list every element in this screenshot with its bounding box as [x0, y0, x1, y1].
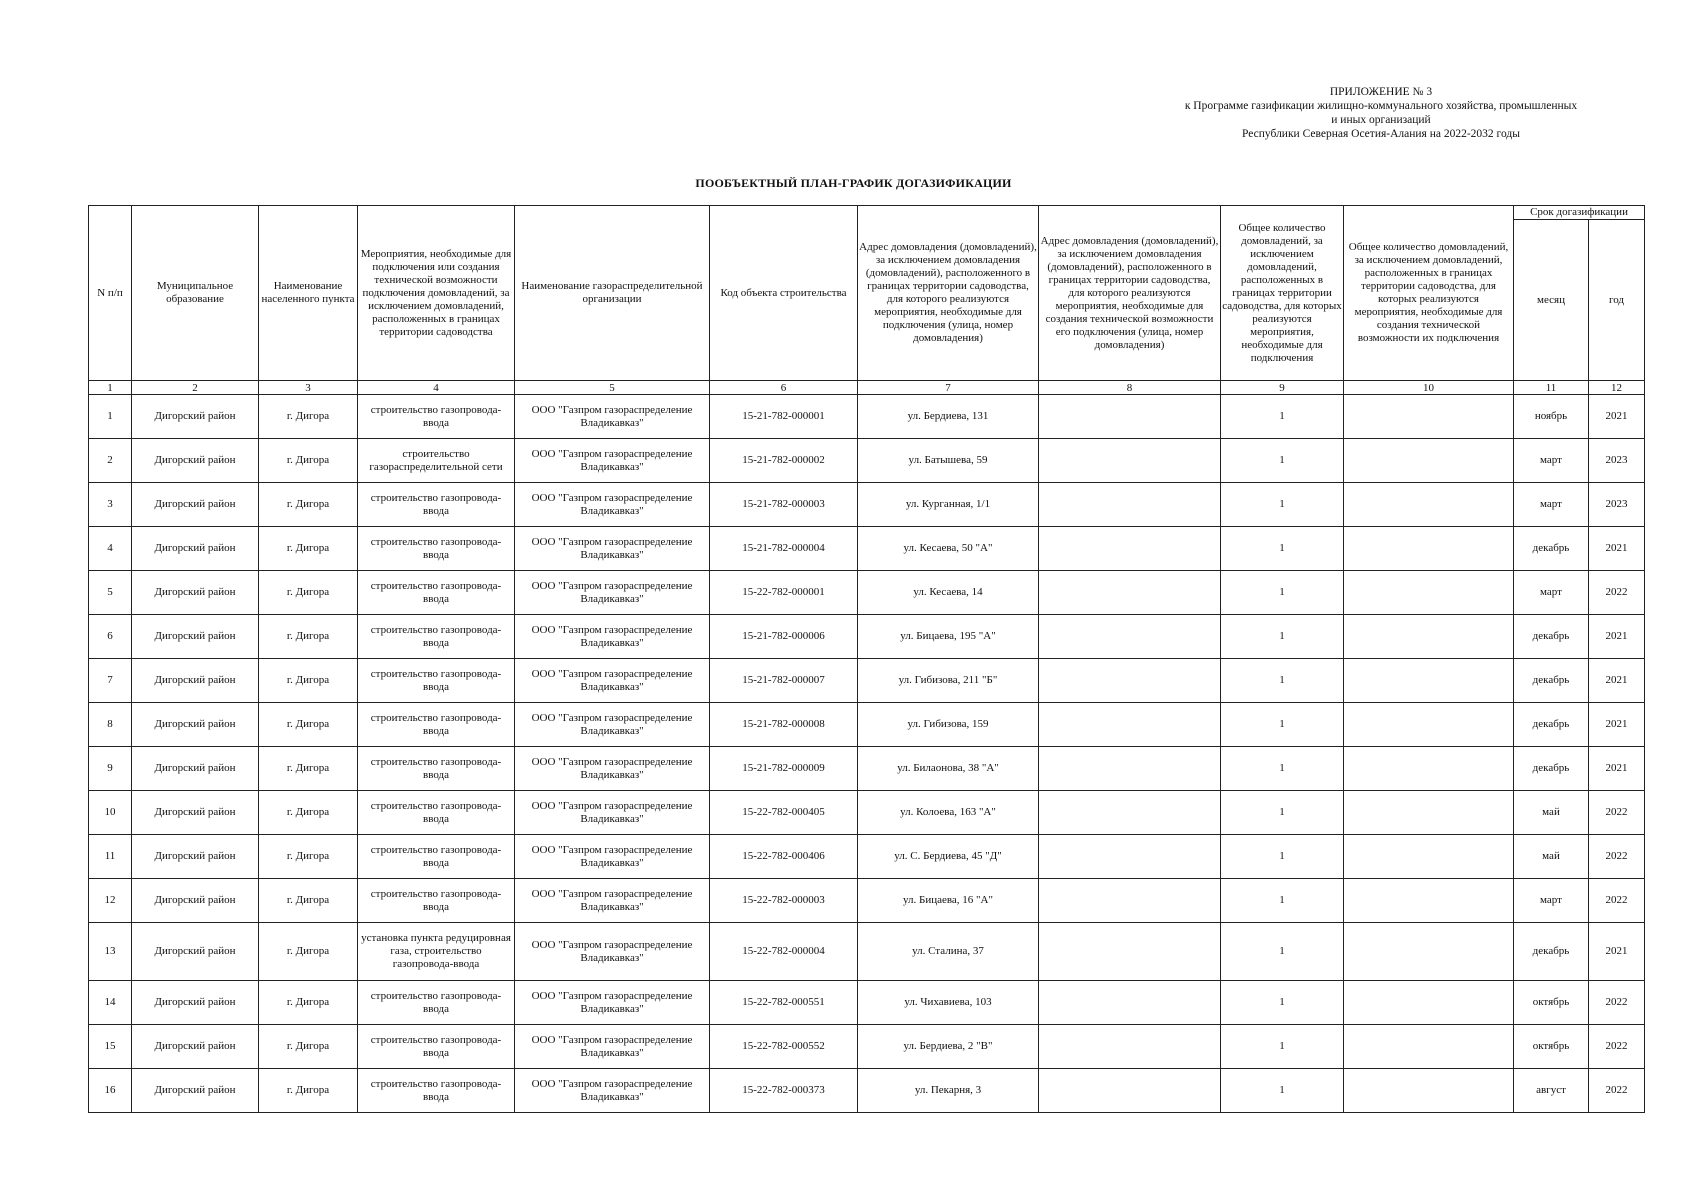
table-row [89, 1025, 1645, 1069]
cell-municipality: Дигорский район [132, 483, 259, 527]
cell-number: 9 [89, 747, 132, 791]
cell-organization: ООО "Газпром газораспределение Владикавказ" [515, 835, 710, 879]
cell-address: ул. Пекарня, 3 [858, 1069, 1039, 1113]
cell-address-capability [1039, 439, 1221, 483]
cell-year: 2022 [1589, 571, 1645, 615]
cell-organization: ООО "Газпром газораспределение Владикавказ" [515, 571, 710, 615]
cell-address-capability [1039, 483, 1221, 527]
cell-month: март [1514, 483, 1589, 527]
cell-count-capability [1344, 879, 1514, 923]
cell-count: 1 [1221, 395, 1344, 439]
cell-count-capability [1344, 571, 1514, 615]
cell-measures: строительство газопровода-ввода [358, 791, 515, 835]
cell-month: май [1514, 835, 1589, 879]
cell-measures: строительство газораспределительной сети [358, 439, 515, 483]
cell-settlement: г. Дигора [259, 395, 358, 439]
cell-organization: ООО "Газпром газораспределение Владикавказ" [515, 1069, 710, 1113]
cell-year: 2021 [1589, 703, 1645, 747]
plan-table [88, 205, 1645, 1113]
cell-measures: строительство газопровода-ввода [358, 527, 515, 571]
cell-municipality: Дигорский район [132, 395, 259, 439]
cell-object-code: 15-22-782-000004 [710, 923, 858, 981]
cell-count: 1 [1221, 703, 1344, 747]
cell-count: 1 [1221, 879, 1344, 923]
cell-measures: строительство газопровода-ввода [358, 615, 515, 659]
cell-organization: ООО "Газпром газораспределение Владикавказ" [515, 703, 710, 747]
table-row [89, 923, 1645, 981]
cell-municipality: Дигорский район [132, 527, 259, 571]
cell-address: ул. Бердиева, 131 [858, 395, 1039, 439]
cell-settlement: г. Дигора [259, 527, 358, 571]
cell-address-capability [1039, 981, 1221, 1025]
table-row [89, 1069, 1645, 1113]
appendix-ref-line: Республики Северная Осетия-Алания на 2022-2032 годы [1242, 128, 1520, 140]
cell-month: декабрь [1514, 747, 1589, 791]
cell-count-capability [1344, 615, 1514, 659]
cell-month: май [1514, 791, 1589, 835]
header-settlement: Наименование населенного пункта [259, 206, 358, 381]
cell-month: декабрь [1514, 615, 1589, 659]
table-row [89, 879, 1645, 923]
cell-address-capability [1039, 791, 1221, 835]
cell-municipality: Дигорский район [132, 703, 259, 747]
cell-month: декабрь [1514, 703, 1589, 747]
cell-settlement: г. Дигора [259, 923, 358, 981]
column-number: 8 [1039, 381, 1221, 395]
cell-count: 1 [1221, 659, 1344, 703]
cell-organization: ООО "Газпром газораспределение Владикавказ" [515, 615, 710, 659]
cell-month: март [1514, 879, 1589, 923]
cell-count: 1 [1221, 483, 1344, 527]
cell-settlement: г. Дигора [259, 659, 358, 703]
cell-measures: установка пункта редуцировная газа, строительство газопровода-ввода [358, 923, 515, 981]
cell-year: 2022 [1589, 791, 1645, 835]
cell-settlement: г. Дигора [259, 1025, 358, 1069]
cell-object-code: 15-22-782-000405 [710, 791, 858, 835]
cell-address: ул. Сталина, 37 [858, 923, 1039, 981]
cell-month: октябрь [1514, 1025, 1589, 1069]
column-number: 2 [132, 381, 259, 395]
cell-count-capability [1344, 923, 1514, 981]
cell-address-capability [1039, 923, 1221, 981]
cell-year: 2022 [1589, 835, 1645, 879]
cell-measures: строительство газопровода-ввода [358, 703, 515, 747]
cell-year: 2022 [1589, 879, 1645, 923]
cell-count: 1 [1221, 791, 1344, 835]
cell-year: 2021 [1589, 659, 1645, 703]
cell-settlement: г. Дигора [259, 483, 358, 527]
cell-number: 6 [89, 615, 132, 659]
cell-address-capability [1039, 1025, 1221, 1069]
cell-month: март [1514, 439, 1589, 483]
cell-organization: ООО "Газпром газораспределение Владикавказ" [515, 1025, 710, 1069]
cell-address: ул. Бердиева, 2 "В" [858, 1025, 1039, 1069]
cell-object-code: 15-21-782-000004 [710, 527, 858, 571]
cell-year: 2022 [1589, 1025, 1645, 1069]
cell-number: 2 [89, 439, 132, 483]
cell-number: 4 [89, 527, 132, 571]
table-row [89, 483, 1645, 527]
cell-count: 1 [1221, 835, 1344, 879]
cell-organization: ООО "Газпром газораспределение Владикавказ" [515, 659, 710, 703]
cell-count: 1 [1221, 747, 1344, 791]
cell-number: 13 [89, 923, 132, 981]
cell-count-capability [1344, 1069, 1514, 1113]
column-number: 1 [89, 381, 132, 395]
cell-count: 1 [1221, 527, 1344, 571]
cell-count-capability [1344, 527, 1514, 571]
table-row [89, 571, 1645, 615]
plan-table-body [89, 395, 1645, 1113]
cell-address: ул. С. Бердиева, 45 "Д" [858, 835, 1039, 879]
cell-address: ул. Кесаева, 14 [858, 571, 1039, 615]
cell-address: ул. Бицаева, 16 "А" [858, 879, 1039, 923]
column-number: 5 [515, 381, 710, 395]
cell-measures: строительство газопровода-ввода [358, 571, 515, 615]
cell-measures: строительство газопровода-ввода [358, 747, 515, 791]
cell-month: октябрь [1514, 981, 1589, 1025]
header-year: год [1589, 220, 1645, 381]
cell-address: ул. Гибизова, 159 [858, 703, 1039, 747]
cell-measures: строительство газопровода-ввода [358, 1069, 515, 1113]
cell-object-code: 15-22-782-000373 [710, 1069, 858, 1113]
cell-object-code: 15-21-782-000007 [710, 659, 858, 703]
cell-address-capability [1039, 747, 1221, 791]
cell-object-code: 15-22-782-000001 [710, 571, 858, 615]
cell-number: 8 [89, 703, 132, 747]
cell-municipality: Дигорский район [132, 571, 259, 615]
cell-address-capability [1039, 615, 1221, 659]
cell-number: 16 [89, 1069, 132, 1113]
cell-address: ул. Билаонова, 38 "А" [858, 747, 1039, 791]
cell-measures: строительство газопровода-ввода [358, 879, 515, 923]
cell-object-code: 15-22-782-000552 [710, 1025, 858, 1069]
cell-settlement: г. Дигора [259, 879, 358, 923]
table-row [89, 659, 1645, 703]
header-municipality: Муниципальное образование [132, 206, 259, 381]
cell-count-capability [1344, 659, 1514, 703]
cell-organization: ООО "Газпром газораспределение Владикавказ" [515, 747, 710, 791]
table-row [89, 835, 1645, 879]
cell-address: ул. Гибизова, 211 "Б" [858, 659, 1039, 703]
header-month: месяц [1514, 220, 1589, 381]
cell-year: 2021 [1589, 923, 1645, 981]
cell-municipality: Дигорский район [132, 1025, 259, 1069]
cell-number: 15 [89, 1025, 132, 1069]
cell-address-capability [1039, 395, 1221, 439]
cell-municipality: Дигорский район [132, 791, 259, 835]
cell-address-capability [1039, 659, 1221, 703]
column-number: 7 [858, 381, 1039, 395]
column-number: 3 [259, 381, 358, 395]
cell-count-capability [1344, 981, 1514, 1025]
cell-municipality: Дигорский район [132, 879, 259, 923]
cell-year: 2022 [1589, 1069, 1645, 1113]
cell-address-capability [1039, 571, 1221, 615]
cell-number: 3 [89, 483, 132, 527]
cell-month: декабрь [1514, 527, 1589, 571]
cell-measures: строительство газопровода-ввода [358, 981, 515, 1025]
cell-organization: ООО "Газпром газораспределение Владикавказ" [515, 483, 710, 527]
cell-year: 2023 [1589, 439, 1645, 483]
cell-year: 2021 [1589, 615, 1645, 659]
cell-object-code: 15-21-782-000008 [710, 703, 858, 747]
cell-organization: ООО "Газпром газораспределение Владикавказ" [515, 527, 710, 571]
header-count-capability: Общее количество домовладений, за исключением домовладений, расположенных в границах территории садоводства, для которых реализуются мероприятия, необходимые для создания технической возможности их подключения [1344, 206, 1514, 381]
cell-count: 1 [1221, 923, 1344, 981]
cell-count-capability [1344, 747, 1514, 791]
cell-count-capability [1344, 791, 1514, 835]
table-row [89, 395, 1645, 439]
cell-count: 1 [1221, 439, 1344, 483]
cell-settlement: г. Дигора [259, 835, 358, 879]
cell-count: 1 [1221, 1025, 1344, 1069]
cell-address: ул. Курганная, 1/1 [858, 483, 1039, 527]
header-number: N п/п [89, 206, 132, 381]
cell-number: 12 [89, 879, 132, 923]
cell-object-code: 15-22-782-000551 [710, 981, 858, 1025]
cell-object-code: 15-21-782-000002 [710, 439, 858, 483]
table-row [89, 747, 1645, 791]
column-number: 12 [1589, 381, 1645, 395]
cell-municipality: Дигорский район [132, 659, 259, 703]
appendix-number: ПРИЛОЖЕНИЕ № 3 [1329, 86, 1433, 98]
cell-municipality: Дигорский район [132, 439, 259, 483]
appendix-ref-line: к Программе газификации жилищно-коммунального хозяйства, промышленных [1184, 100, 1578, 112]
cell-object-code: 15-22-782-000406 [710, 835, 858, 879]
header-term-group: Срок догазификации [1514, 206, 1645, 220]
cell-count-capability [1344, 703, 1514, 747]
cell-municipality: Дигорский район [132, 747, 259, 791]
cell-municipality: Дигорский район [132, 615, 259, 659]
cell-settlement: г. Дигора [259, 1069, 358, 1113]
cell-organization: ООО "Газпром газораспределение Владикавказ" [515, 923, 710, 981]
cell-year: 2021 [1589, 395, 1645, 439]
cell-settlement: г. Дигора [259, 615, 358, 659]
cell-address-capability [1039, 703, 1221, 747]
cell-measures: строительство газопровода-ввода [358, 835, 515, 879]
appendix-header [1121, 85, 1641, 141]
table-row [89, 615, 1645, 659]
cell-object-code: 15-21-782-000003 [710, 483, 858, 527]
header-organization: Наименование газораспределительной организации [515, 206, 710, 381]
cell-count-capability [1344, 439, 1514, 483]
cell-municipality: Дигорский район [132, 981, 259, 1025]
table-row [89, 439, 1645, 483]
header-object-code: Код объекта строительства [710, 206, 858, 381]
table-row [89, 703, 1645, 747]
cell-measures: строительство газопровода-ввода [358, 395, 515, 439]
column-number: 6 [710, 381, 858, 395]
cell-count-capability [1344, 483, 1514, 527]
cell-number: 7 [89, 659, 132, 703]
column-number: 10 [1344, 381, 1514, 395]
cell-measures: строительство газопровода-ввода [358, 483, 515, 527]
cell-number: 11 [89, 835, 132, 879]
cell-number: 1 [89, 395, 132, 439]
cell-settlement: г. Дигора [259, 747, 358, 791]
column-number: 9 [1221, 381, 1344, 395]
cell-month: ноябрь [1514, 395, 1589, 439]
cell-settlement: г. Дигора [259, 703, 358, 747]
cell-address: ул. Кесаева, 50 "А" [858, 527, 1039, 571]
header-measures: Мероприятия, необходимые для подключения или создания технической возможности подключения домовладений, за исключением домовладений, расположенных в границах территории садоводства [358, 206, 515, 381]
cell-address: ул. Колоева, 163 "А" [858, 791, 1039, 835]
cell-address-capability [1039, 879, 1221, 923]
column-number-row [89, 381, 1645, 395]
cell-address: ул. Чихавиева, 103 [858, 981, 1039, 1025]
cell-object-code: 15-21-782-000009 [710, 747, 858, 791]
cell-month: август [1514, 1069, 1589, 1113]
cell-organization: ООО "Газпром газораспределение Владикавказ" [515, 395, 710, 439]
column-number: 4 [358, 381, 515, 395]
cell-organization: ООО "Газпром газораспределение Владикавказ" [515, 439, 710, 483]
cell-municipality: Дигорский район [132, 923, 259, 981]
cell-number: 14 [89, 981, 132, 1025]
cell-count: 1 [1221, 981, 1344, 1025]
cell-object-code: 15-21-782-000006 [710, 615, 858, 659]
appendix-ref-line: и иных организаций [1331, 114, 1431, 126]
header-address-capability: Адрес домовладения (домовладений), за исключением домовладения (домовладений), расположенного в границах территории садоводства, для которого реализуются мероприятия, необходимые для создания технической возможности его подключения (улица, номер домовладения) [1039, 206, 1221, 381]
cell-month: декабрь [1514, 923, 1589, 981]
cell-measures: строительство газопровода-ввода [358, 1025, 515, 1069]
cell-settlement: г. Дигора [259, 439, 358, 483]
cell-municipality: Дигорский район [132, 1069, 259, 1113]
cell-settlement: г. Дигора [259, 981, 358, 1025]
cell-count: 1 [1221, 1069, 1344, 1113]
cell-address: ул. Батышева, 59 [858, 439, 1039, 483]
cell-count: 1 [1221, 571, 1344, 615]
table-row [89, 527, 1645, 571]
cell-organization: ООО "Газпром газораспределение Владикавказ" [515, 879, 710, 923]
cell-year: 2022 [1589, 981, 1645, 1025]
cell-address: ул. Бицаева, 195 "А" [858, 615, 1039, 659]
cell-month: март [1514, 571, 1589, 615]
document-title: ПООБЪЕКТНЫЙ ПЛАН-ГРАФИК ДОГАЗИФИКАЦИИ [695, 176, 1012, 190]
header-count-connection: Общее количество домовладений, за исключением домовладений, расположенных в границах территории садоводства, для которых реализуются мероприятия, необходимые для подключения [1221, 206, 1344, 381]
cell-count: 1 [1221, 615, 1344, 659]
cell-address-capability [1039, 835, 1221, 879]
cell-organization: ООО "Газпром газораспределение Владикавказ" [515, 981, 710, 1025]
cell-settlement: г. Дигора [259, 791, 358, 835]
cell-year: 2023 [1589, 483, 1645, 527]
cell-address-capability [1039, 527, 1221, 571]
cell-count-capability [1344, 1025, 1514, 1069]
cell-address-capability [1039, 1069, 1221, 1113]
cell-count-capability [1344, 395, 1514, 439]
cell-organization: ООО "Газпром газораспределение Владикавказ" [515, 791, 710, 835]
cell-number: 10 [89, 791, 132, 835]
cell-year: 2021 [1589, 527, 1645, 571]
cell-object-code: 15-22-782-000003 [710, 879, 858, 923]
table-row [89, 981, 1645, 1025]
cell-municipality: Дигорский район [132, 835, 259, 879]
cell-number: 5 [89, 571, 132, 615]
cell-month: декабрь [1514, 659, 1589, 703]
cell-count-capability [1344, 835, 1514, 879]
header-address-connection: Адрес домовладения (домовладений), за исключением домовладения (домовладений), расположенного в границах территории садоводства, для которого реализуются мероприятия, необходимые для подключения (улица, номер домовладения) [858, 206, 1039, 381]
table-row [89, 791, 1645, 835]
cell-object-code: 15-21-782-000001 [710, 395, 858, 439]
column-number: 11 [1514, 381, 1589, 395]
cell-measures: строительство газопровода-ввода [358, 659, 515, 703]
cell-settlement: г. Дигора [259, 571, 358, 615]
cell-year: 2021 [1589, 747, 1645, 791]
